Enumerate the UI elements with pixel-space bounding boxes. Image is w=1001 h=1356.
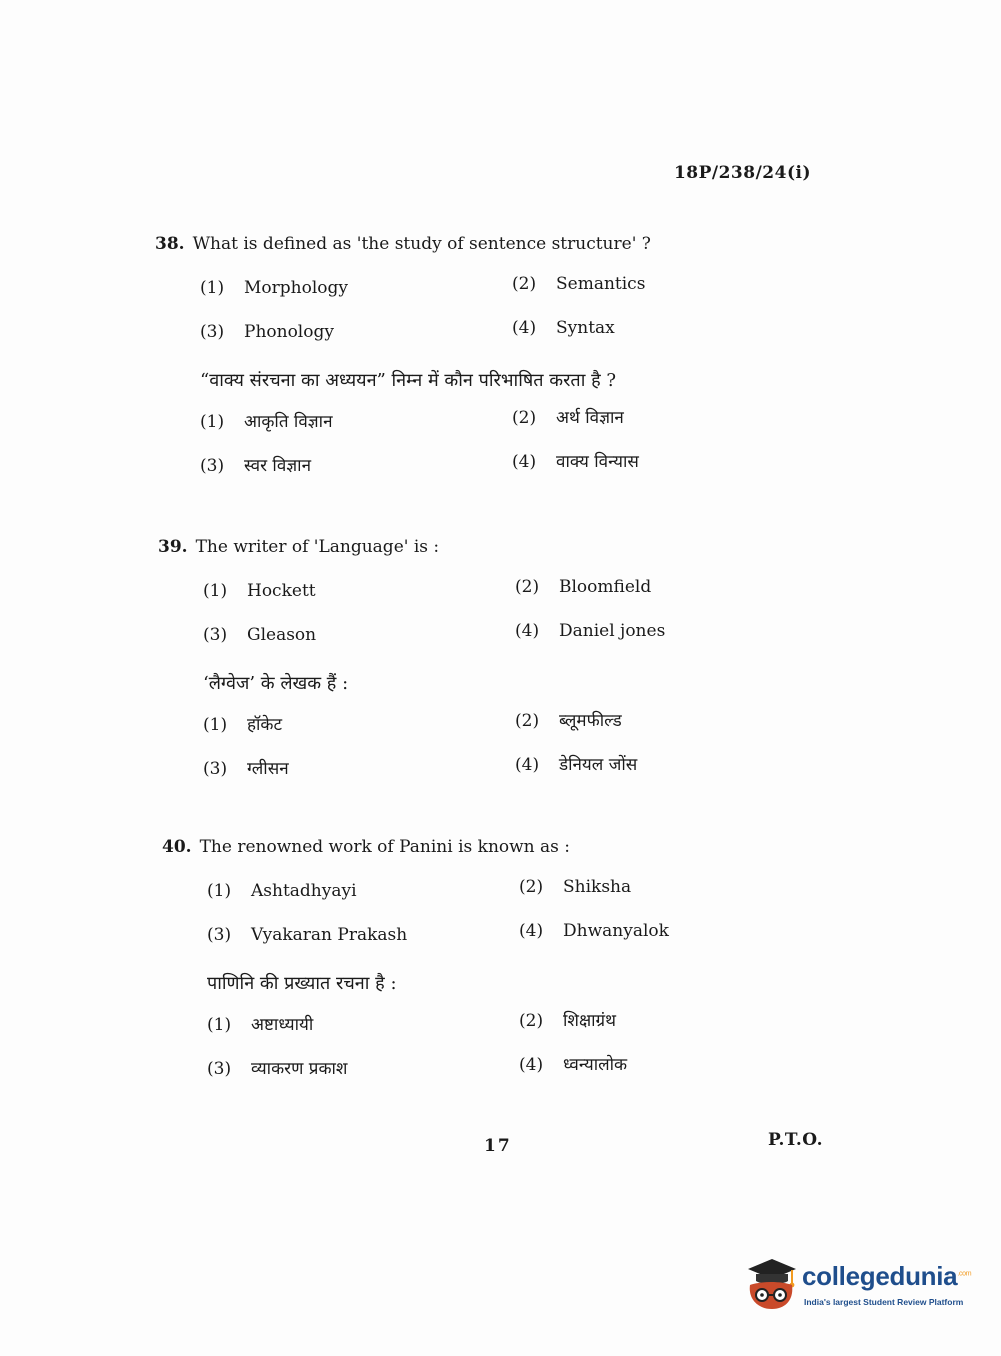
- option-1: (1) Ashtadhyayi: [207, 881, 357, 901]
- option-2-hindi: (2) अर्थ विज्ञान: [512, 408, 624, 428]
- mascot-icon: [742, 1255, 798, 1311]
- option-1: (1) Morphology: [200, 278, 348, 298]
- option-4-hindi: (4) वाक्य विन्यास: [512, 452, 639, 472]
- option-4-hindi: (4) डेनियल जोंस: [515, 755, 638, 775]
- question-40: [162, 836, 762, 1102]
- option-4: (4) Syntax: [512, 318, 615, 338]
- option-1: (1) Hockett: [203, 581, 316, 601]
- logo-name: collegedunia$^{.com}$: [802, 1261, 972, 1291]
- option-1-hindi: (1) आकृति विज्ञान: [200, 412, 333, 432]
- question-text: [155, 233, 755, 255]
- paper-code: 18P/238/24(i): [673, 163, 811, 183]
- logo-tagline: India's largest Student Review Platform: [804, 1297, 964, 1307]
- option-2-hindi: (2) शिक्षाग्रंथ: [519, 1011, 617, 1031]
- question-38: [155, 233, 755, 499]
- question-body: The writer of 'Language' is :: [195, 537, 440, 557]
- options-hindi: [203, 711, 723, 802]
- options-hindi: [200, 408, 720, 499]
- option-4: (4) Daniel jones: [515, 621, 666, 641]
- options-hindi: [207, 1011, 727, 1102]
- question-hindi: “वाक्य संरचना का अध्ययन” निम्न में कौन परिभाषित करता है ?: [200, 370, 617, 391]
- pto-label: P.T.O.: [768, 1130, 823, 1150]
- option-2-hindi: (2) ब्लूमफील्ड: [515, 711, 622, 731]
- option-3: (3) Gleason: [203, 625, 317, 645]
- option-3-hindi: (3) ग्लीसन: [203, 759, 289, 779]
- option-3: (3) Phonology: [200, 322, 334, 342]
- question-39: [158, 536, 758, 802]
- options-english: [207, 877, 727, 968]
- question-text: [162, 836, 762, 858]
- options-english: [203, 577, 723, 668]
- question-body: The renowned work of Panini is known as :: [199, 837, 571, 857]
- question-body: What is defined as 'the study of sentence structure' ?: [192, 234, 651, 254]
- option-3: (3) Vyakaran Prakash: [207, 925, 408, 945]
- question-hindi: ‘लैग्वेज’ के लेखक हैं :: [203, 673, 349, 694]
- option-2: (2) Bloomfield: [515, 577, 652, 597]
- option-4-hindi: (4) ध्वन्यालोक: [519, 1055, 628, 1075]
- option-2: (2) Shiksha: [519, 877, 632, 897]
- option-3-hindi: (3) व्याकरण प्रकाश: [207, 1059, 348, 1079]
- question-text: [158, 536, 758, 558]
- question-number: 38.: [155, 234, 185, 254]
- question-hindi: पाणिनि की प्रख्यात रचना है :: [207, 973, 397, 994]
- page-number: 17: [484, 1136, 512, 1156]
- option-1-hindi: (1) हॉकेट: [203, 715, 283, 735]
- question-number: 39.: [158, 537, 188, 557]
- option-1-hindi: (1) अष्टाध्यायी: [207, 1015, 314, 1035]
- option-3-hindi: (3) स्वर विज्ञान: [200, 456, 312, 476]
- collegedunia-logo[interactable]: [742, 1255, 972, 1315]
- option-4: (4) Dhwanyalok: [519, 921, 669, 941]
- option-2: (2) Semantics: [512, 274, 646, 294]
- options-english: [200, 274, 720, 365]
- question-number: 40.: [162, 837, 192, 857]
